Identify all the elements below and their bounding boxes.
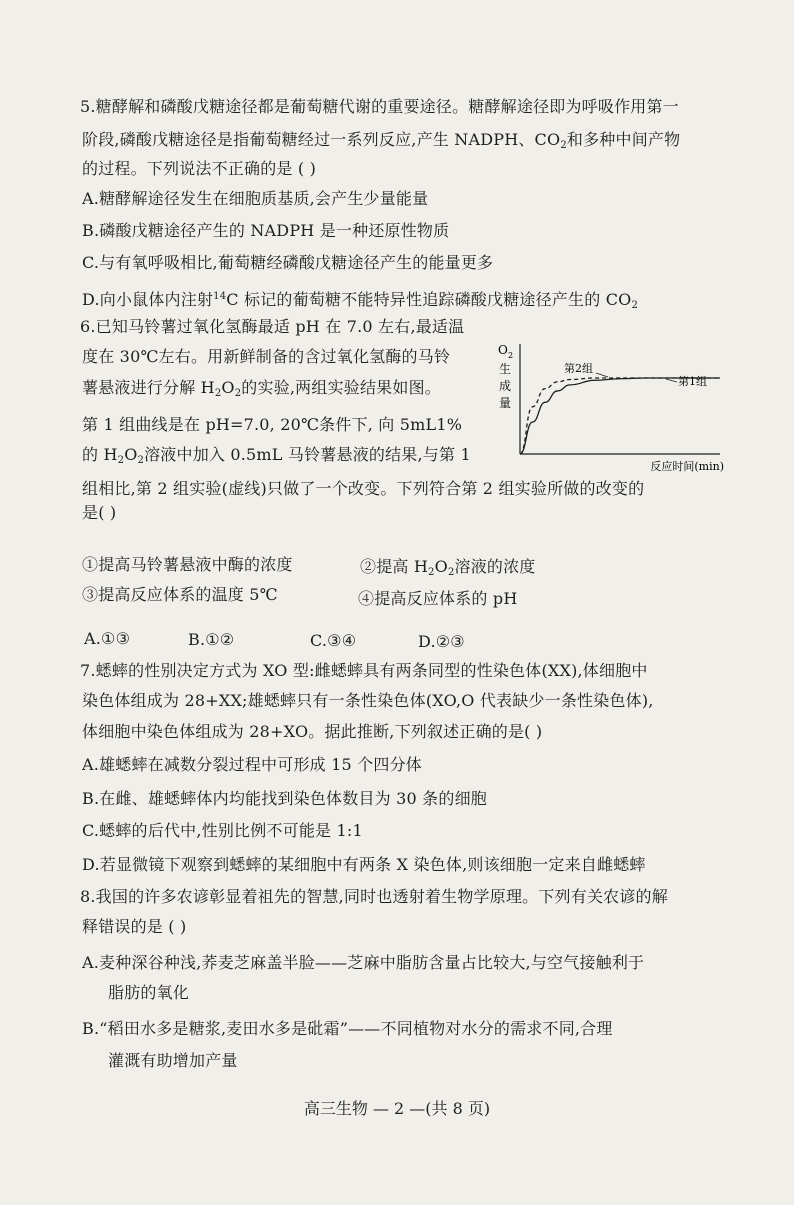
series-label-leader-group-1 xyxy=(666,379,677,382)
q6-statement-1: ①提高马铃薯悬液中酶的浓度 xyxy=(82,555,293,574)
q6-statement-2: ②提高 $H_2O_2$溶液的浓度 xyxy=(360,557,536,578)
q7-option-c: C.蟋蟀的后代中,性别比例不可能是 1:1 xyxy=(82,821,363,840)
q6-stem-line-1: 6.已知马铃薯过氧化氢酶最适 pH 在 7.0 左右,最适温 xyxy=(80,317,465,336)
q5-stem-line-2: 阶段,磷酸戊糖途径是指葡萄糖经过一系列反应,产生 NADPH、$CO_2$和多种中间产物 xyxy=(82,130,681,151)
q6-stem-line-6: 组相比,第 2 组实验(虚线)只做了一个改变。下列符合第 2 组实验所做的改变的 xyxy=(82,479,645,498)
x-axis-label: 反应时间(min) xyxy=(650,460,724,473)
q8-option-a-line-1: A.麦种深谷种浅,荞麦芝麻盖半脸——芝麻中脂肪含量占比较大,与空气接触利于 xyxy=(82,953,645,972)
q6-stem-line-2: 度在 30℃左右。用新鲜制备的含过氧化氢酶的马铃 xyxy=(82,347,451,366)
y-axis-label-char-2: 成 xyxy=(499,379,512,393)
q6-stem-line-7: 是( ) xyxy=(82,503,117,522)
q5-option-a: A.糖酵解途径发生在细胞质基质,会产生少量能量 xyxy=(82,189,429,208)
q6-answer-a: A.①③ xyxy=(84,629,131,648)
y-axis-label-sub: 2 xyxy=(508,351,514,360)
q7-stem-line-3: 体细胞中染色体组成为 28+XO。据此推断,下列叙述正确的是( ) xyxy=(82,722,543,741)
y-axis-label-o2: O xyxy=(498,343,508,357)
page-footer: 高三生物 — 2 —(共 8 页) xyxy=(303,1099,491,1118)
q6-answer-d: D.②③ xyxy=(418,632,465,651)
q8-stem-line-2: 释错误的是 ( ) xyxy=(82,917,187,936)
q5-stem-line-1: 5.糖酵解和磷酸戊糖途径都是葡萄糖代谢的重要途径。糖酵解途径即为呼吸作用第一 xyxy=(80,97,679,116)
q8-stem-line-1: 8.我国的许多农谚彰显着祖先的智慧,同时也透射着生物学原理。下列有关农谚的解 xyxy=(80,887,668,906)
q5-option-b: B.磷酸戊糖途径产生的 NADPH 是一种还原性物质 xyxy=(82,221,450,240)
series-line-2 xyxy=(520,378,720,454)
q7-option-b: B.在雌、雄蟋蟀体内均能找到染色体数目为 30 条的细胞 xyxy=(82,789,487,808)
q8-option-b-line-2: 灌溉有助增加产量 xyxy=(108,1051,238,1070)
series-label-leader-group-2 xyxy=(596,373,608,377)
q7-option-d: D.若显微镜下观察到蟋蟀的某细胞中有两条 X 染色体,则该细胞一定来自雌蟋蟀 xyxy=(82,855,646,874)
q5-option-c: C.与有氧呼吸相比,葡萄糖经磷酸戊糖途径产生的能量更多 xyxy=(82,253,494,272)
q6-stem-line-4: 第 1 组曲线是在 pH=7.0, 20℃条件下, 向 5mL1% xyxy=(82,415,463,434)
q7-option-a: A.雄蟋蟀在减数分裂过程中可形成 15 个四分体 xyxy=(82,755,422,774)
series-line-1 xyxy=(520,378,720,454)
q7-stem-line-1: 7.蟋蟀的性别决定方式为 XO 型:雌蟋蟀具有两条同型的性染色体(XX),体细胞中 xyxy=(80,661,648,680)
series-label-group-2: 第2组 xyxy=(564,362,593,375)
q6-statement-4: ④提高反应体系的 pH xyxy=(358,589,518,608)
q8-option-a-line-2: 脂肪的氧化 xyxy=(108,983,190,1002)
q6-o2-production-chart xyxy=(488,336,728,476)
q6-stem-line-5: 的 $H_2O_2$溶液中加入 0.5mL 马铃薯悬液的结果,与第 1 xyxy=(82,445,471,466)
y-axis-label-char-3: 量 xyxy=(499,396,512,410)
q7-stem-line-2: 染色体组成为 28+XX;雄蟋蟀只有一条性染色体(XO,O 代表缺少一条性染色体), xyxy=(82,691,654,710)
q8-option-b-line-1: B.“稻田水多是糖浆,麦田水多是砒霜”——不同植物对水分的需求不同,合理 xyxy=(82,1019,613,1038)
y-axis-label-char-1: 生 xyxy=(499,362,512,376)
q6-stem-line-3: 薯悬液进行分解 $H_2O_2$的实验,两组实验结果如图。 xyxy=(82,378,441,399)
q5-option-d: D.向小鼠体内注射$^{14}$C 标记的葡萄糖不能特异性追踪磷酸戊糖途径产生的 $CO_2$ xyxy=(82,290,639,311)
q6-answer-c: C.③④ xyxy=(310,631,357,650)
series-label-group-1: 第1组 xyxy=(678,375,707,388)
q5-stem-line-3: 的过程。下列说法不正确的是 ( ) xyxy=(82,159,317,178)
q6-statement-3: ③提高反应体系的温度 5℃ xyxy=(82,585,278,604)
q6-answer-b: B.①② xyxy=(188,630,235,649)
